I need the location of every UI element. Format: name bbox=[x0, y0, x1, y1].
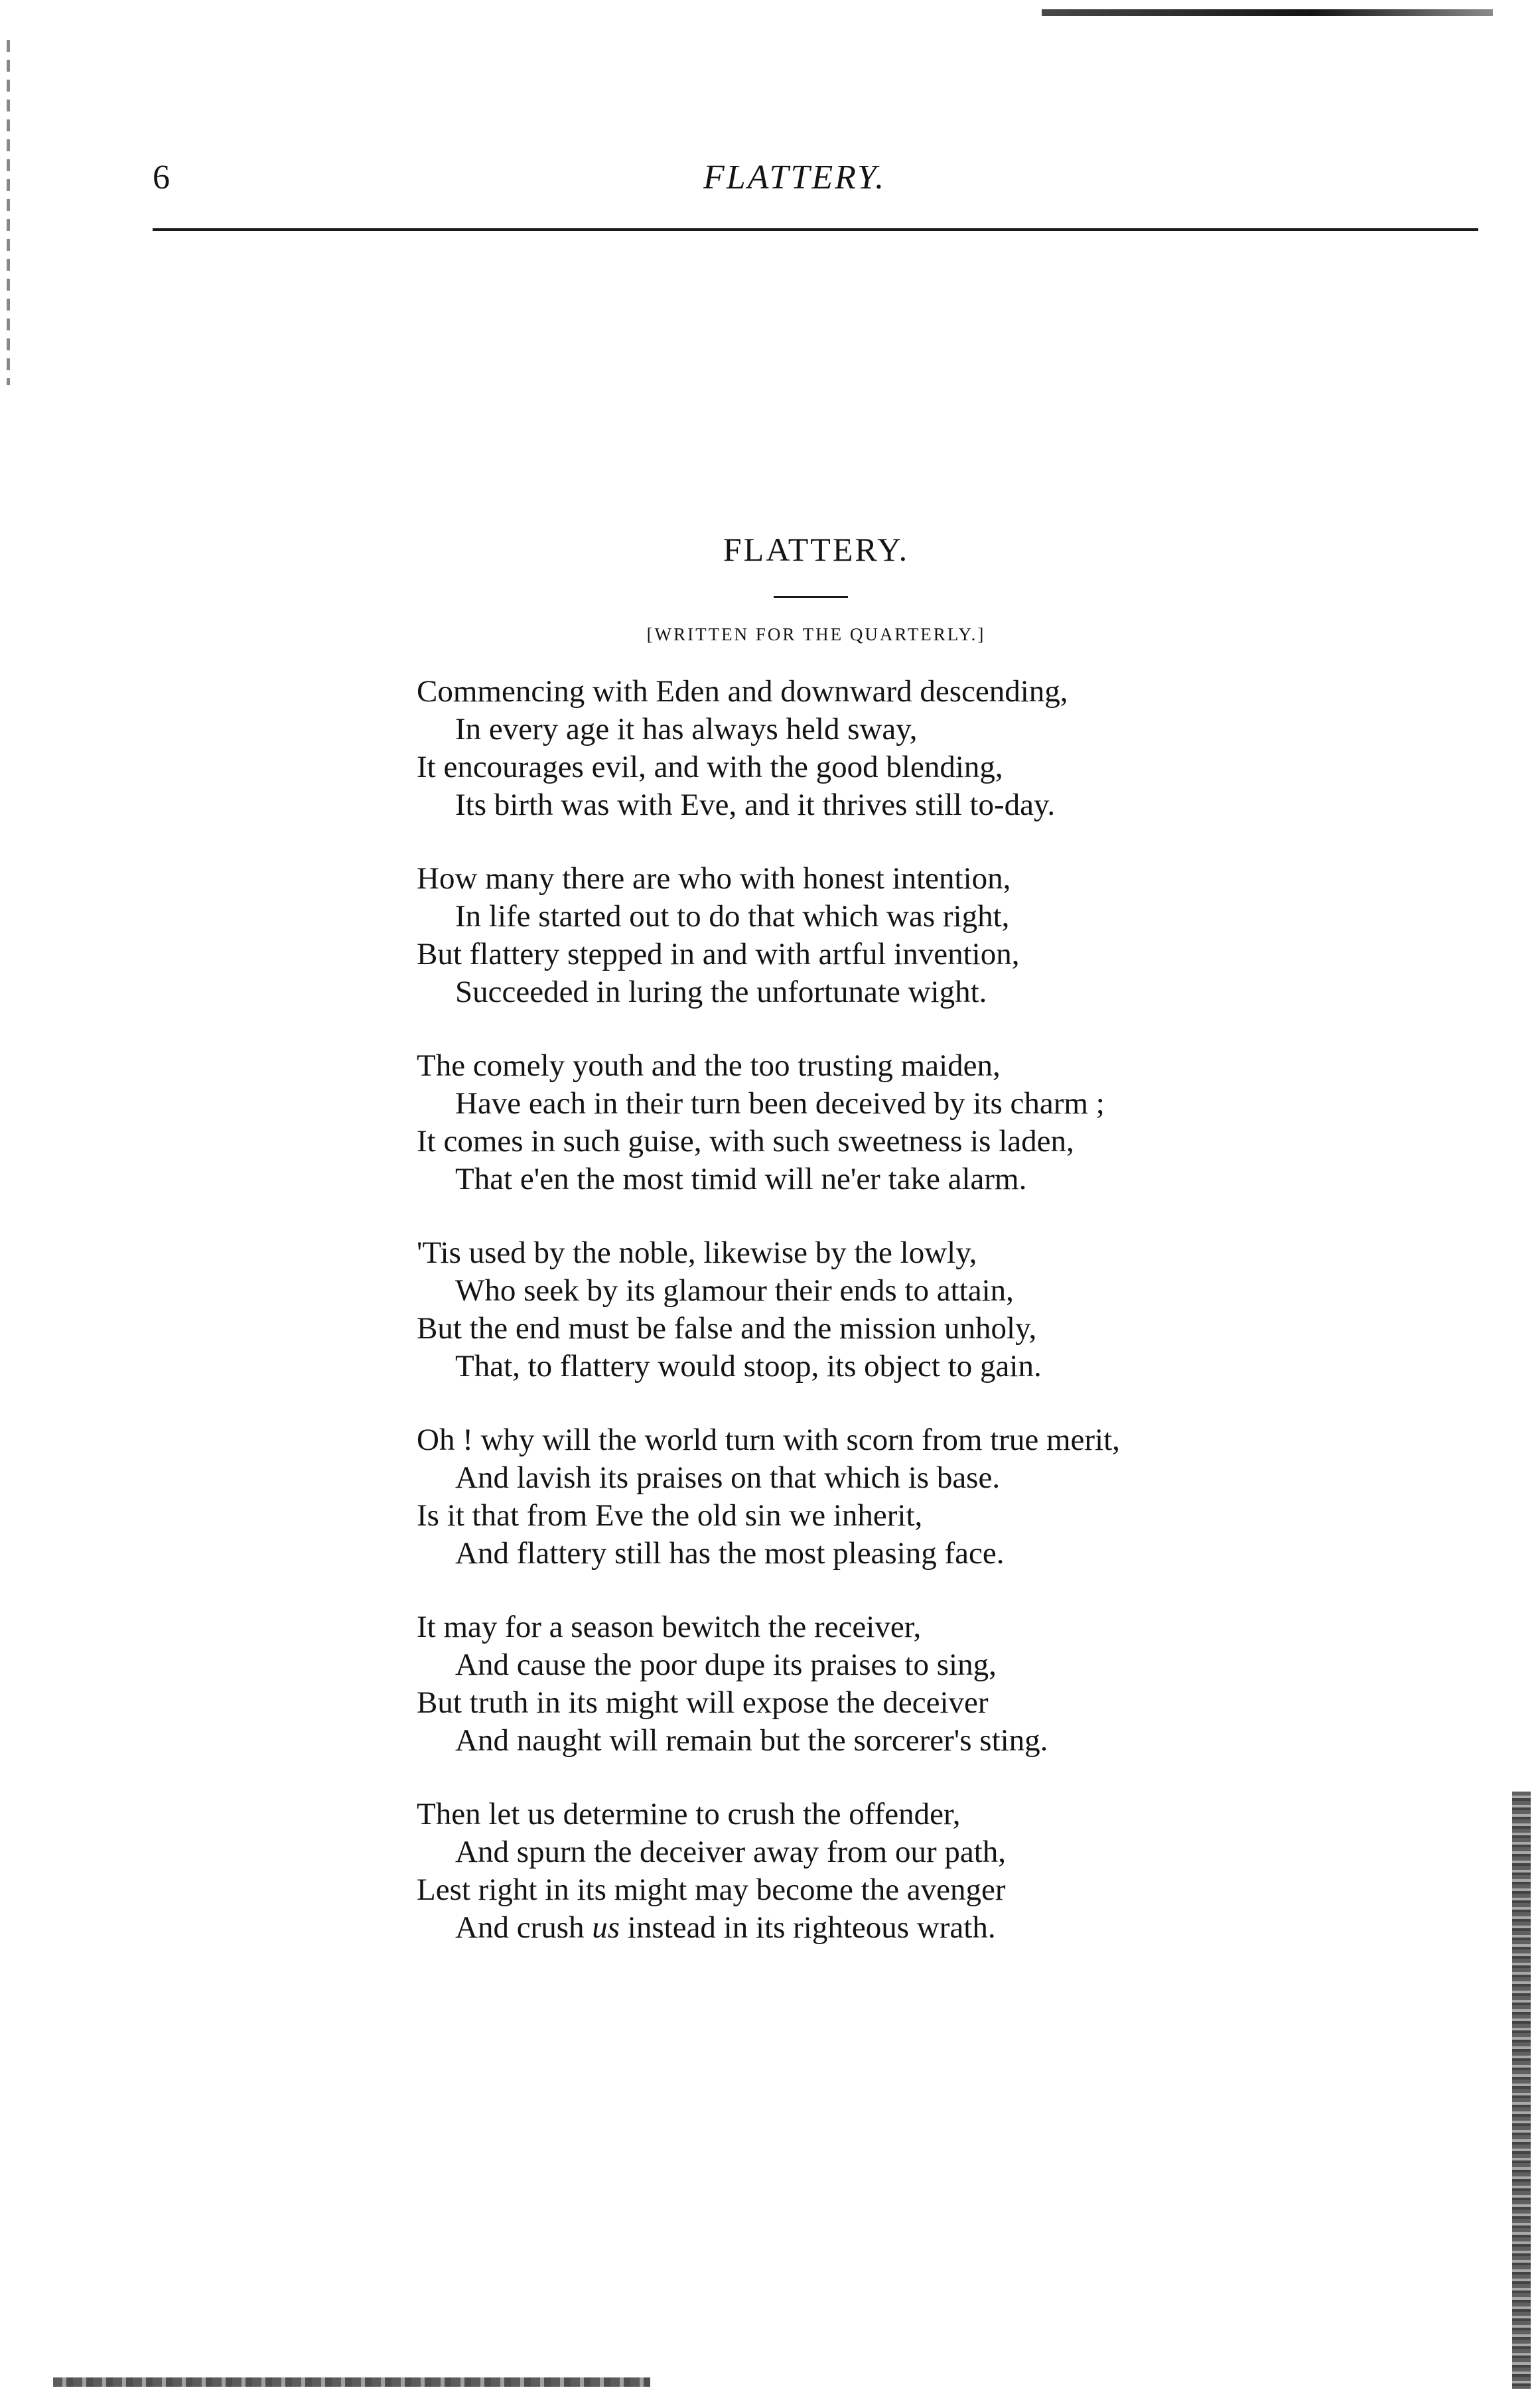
stanza bbox=[417, 1796, 1359, 1947]
line-segment: And crush bbox=[455, 1910, 593, 1945]
stanza bbox=[417, 1047, 1359, 1198]
poem-line: Commencing with Eden and downward descending, bbox=[417, 674, 1068, 709]
poem-line: How many there are who with honest intention, bbox=[417, 861, 1011, 896]
poem-line: And lavish its praises on that which is base. bbox=[455, 1460, 1001, 1495]
line-segment: instead in its righteous wrath. bbox=[620, 1910, 996, 1945]
poem-line-final bbox=[417, 1909, 1359, 1947]
poem-line: Then let us determine to crush the offender, bbox=[417, 1797, 961, 1831]
stanza bbox=[417, 1234, 1359, 1385]
poem-line: And naught will remain but the sorcerer's sting. bbox=[455, 1723, 1048, 1758]
poem-line: But truth in its might will expose the deceiver bbox=[417, 1685, 989, 1720]
running-title: FLATTERY. bbox=[703, 159, 886, 196]
poem-line: 'Tis used by the noble, likewise by the lowly, bbox=[417, 1236, 977, 1270]
poem-line: And flattery still has the most pleasing face. bbox=[455, 1536, 1005, 1571]
poem-line: In every age it has always held sway, bbox=[455, 712, 918, 746]
poem-line: That, to flattery would stoop, its object to gain. bbox=[455, 1349, 1042, 1383]
poem-subtitle: [WRITTEN FOR THE QUARTERLY.] bbox=[646, 624, 986, 644]
scan-artifact-right bbox=[1512, 1792, 1531, 2389]
poem-line: Its birth was with Eve, and it thrives still to-day. bbox=[455, 788, 1056, 822]
scan-artifact-left bbox=[7, 40, 10, 385]
stanza bbox=[417, 1608, 1359, 1760]
poem-line: Lest right in its might may become the avenger bbox=[417, 1873, 1006, 1907]
running-header bbox=[153, 157, 1478, 210]
poem-line: That e'en the most timid will ne'er take alarm. bbox=[455, 1162, 1027, 1196]
poem-line: Is it that from Eve the old sin we inherit, bbox=[417, 1498, 923, 1533]
poem-line: It may for a season bewitch the receiver, bbox=[417, 1610, 922, 1644]
scan-artifact-top bbox=[1042, 9, 1493, 16]
poem-line: In life started out to do that which was right, bbox=[455, 899, 1010, 934]
poem-line: But flattery stepped in and with artful invention, bbox=[417, 937, 1020, 971]
stanza bbox=[417, 860, 1359, 1011]
poem-line: It encourages evil, and with the good blending, bbox=[417, 750, 1003, 784]
poem-line: The comely youth and the too trusting maiden, bbox=[417, 1048, 1001, 1083]
title-rule bbox=[774, 596, 848, 598]
header-rule bbox=[153, 228, 1478, 231]
poem-line: Oh ! why will the world turn with scorn from true merit, bbox=[417, 1423, 1120, 1457]
poem-body bbox=[417, 673, 1359, 1983]
poem-line: But the end must be false and the mission unholy, bbox=[417, 1311, 1037, 1346]
poem-line: Succeeded in luring the unfortunate wight. bbox=[455, 975, 987, 1009]
page-number: 6 bbox=[153, 159, 170, 196]
poem-title: FLATTERY. bbox=[723, 531, 910, 568]
stanza bbox=[417, 1421, 1359, 1573]
poem-line: Who seek by its glamour their ends to attain, bbox=[455, 1273, 1014, 1308]
poem-line: And cause the poor dupe its praises to sing, bbox=[455, 1648, 997, 1682]
italic-word: us bbox=[592, 1910, 620, 1945]
poem-line: Have each in their turn been deceived by its charm ; bbox=[455, 1086, 1105, 1121]
scan-artifact-bottom bbox=[53, 2377, 650, 2387]
poem-line: It comes in such guise, with such sweetness is laden, bbox=[417, 1124, 1074, 1159]
poem-line: And spurn the deceiver away from our path, bbox=[455, 1835, 1007, 1869]
stanza bbox=[417, 673, 1359, 824]
